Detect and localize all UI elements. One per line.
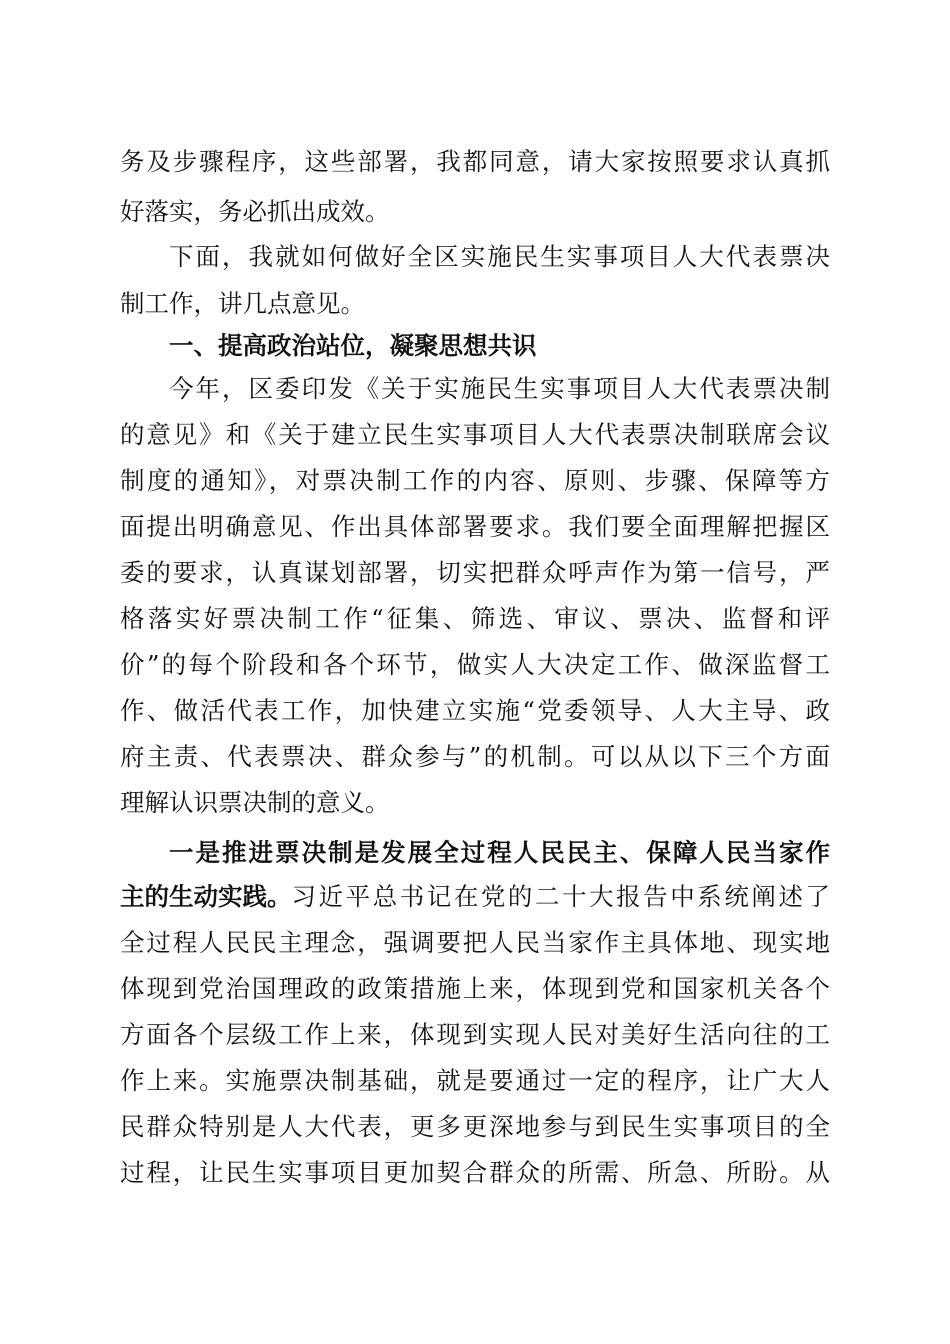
text-line: 今年，区委印发《关于实施民生实事项目人大代表票决制	[169, 374, 830, 403]
mixed-line	[120, 880, 830, 914]
text-span: 习近平总书记在党的二十大报告中系统阐述了	[291, 882, 830, 911]
text-line: 全过程人民民主理念，强调要把人民当家作主具体地、现实地	[120, 928, 830, 957]
text-line: 格落实好票决制工作“征集、筛选、审议、票决、监督和评	[120, 604, 830, 633]
text-line: 体现到党治国理政的政策措施上来，体现到党和国家机关各个	[120, 974, 830, 1003]
text-line: 理解认识票决制的意义。	[120, 788, 390, 817]
text-line: 好落实，务必抓出成效。	[120, 197, 390, 226]
text-line: 过程，让民生实事项目更加契合群众的所需、所急、所盼。从	[120, 1158, 830, 1187]
text-line: 制工作，讲几点意见。	[120, 289, 365, 318]
emphasis-text: 主的生动实践。	[120, 882, 292, 911]
text-line: 务及步骤程序，这些部署，我都同意，请大家按照要求认真抓	[120, 147, 830, 176]
text-line: 面提出明确意见、作出具体部署要求。我们要全面理解把握区	[120, 512, 830, 541]
section-heading: 一、提高政治站位，凝聚思想共识	[169, 331, 537, 360]
emphasis-line: 一是推进票决制是发展全过程人民民主、保障人民当家作	[169, 838, 830, 867]
text-line: 的意见》和《关于建立民生实事项目人大代表票决制联席会议	[120, 420, 830, 449]
text-line: 制度的通知》，对票决制工作的内容、原则、步骤、保障等方	[120, 466, 830, 495]
text-line: 委的要求，认真谋划部署，切实把群众呼声作为第一信号，严	[120, 558, 830, 587]
text-line: 价”的每个阶段和各个环节，做实人大决定工作、做深监督工	[120, 650, 830, 679]
text-line: 府主责、代表票决、群众参与”的机制。可以从以下三个方面	[120, 742, 830, 771]
text-line: 作上来。实施票决制基础，就是要通过一定的程序，让广大人	[120, 1066, 830, 1095]
text-line: 方面各个层级工作上来，体现到实现人民对美好生活向往的工	[120, 1020, 830, 1049]
text-line: 下面，我就如何做好全区实施民生实事项目人大代表票决	[169, 242, 830, 271]
text-line: 民群众特别是人大代表，更多更深地参与到民生实事项目的全	[120, 1112, 830, 1141]
text-line: 作、做活代表工作，加快建立实施“党委领导、人大主导、政	[120, 696, 830, 725]
